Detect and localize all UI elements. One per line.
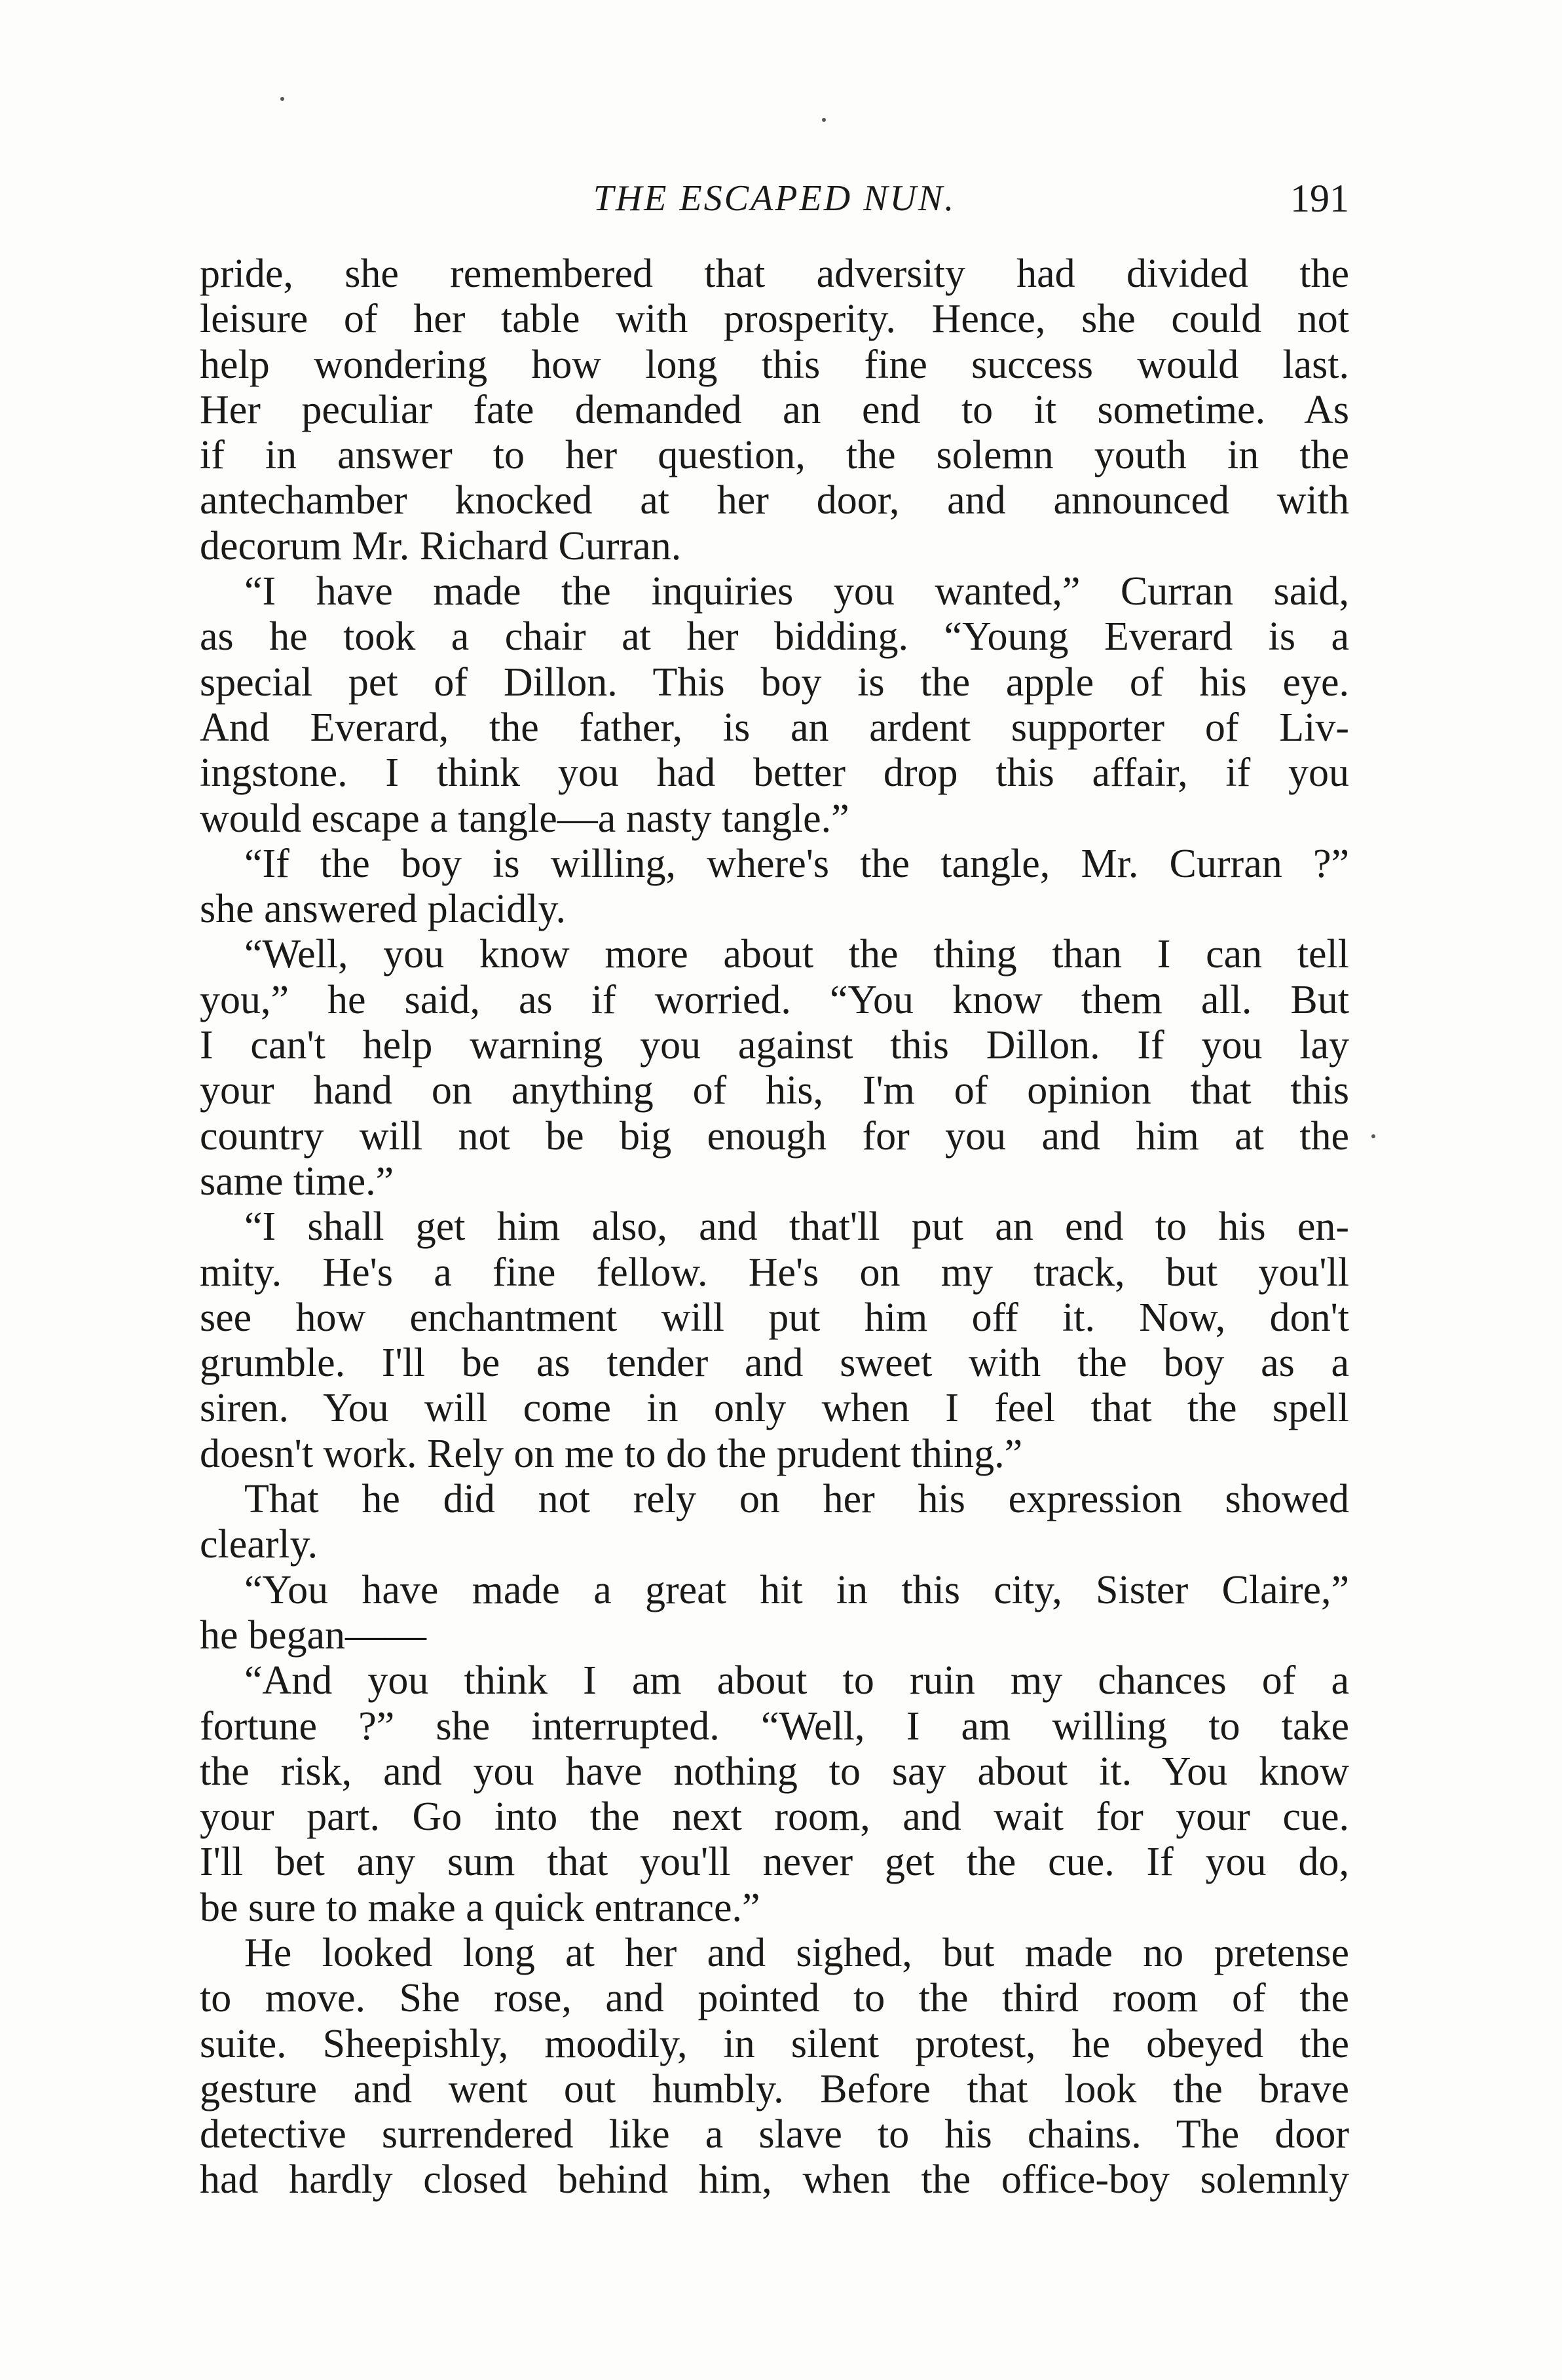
text-line: suite. Sheepishly, moodily, in silent protest, he obeyed the	[200, 2021, 1349, 2066]
running-title: THE ESCAPED NUN.	[593, 178, 956, 219]
text-line: if in answer to her question, the solemn youth in the	[200, 433, 1349, 478]
text-line: That he did not rely on her his expression showed	[244, 1477, 1349, 1522]
text-line: pride, she remembered that adversity had divided the	[200, 251, 1349, 296]
text-line: he began——	[200, 1612, 427, 1658]
text-line: she answered placidly.	[200, 887, 566, 932]
text-line: “I shall get him also, and that'll put an end to his en-	[244, 1204, 1349, 1250]
text-line: I'll bet any sum that you'll never get the cue. If you do,	[200, 1840, 1349, 1885]
text-line: Her peculiar fate demanded an end to it sometime. As	[200, 387, 1349, 432]
text-line: leisure of her table with prosperity. Hence, she could not	[200, 297, 1349, 342]
text-line: as he took a chair at her bidding. “Young Everard is a	[200, 614, 1349, 660]
text-line: ingstone. I think you had better drop this affair, if you	[200, 751, 1349, 796]
text-line: to move. She rose, and pointed to the third room of the	[200, 1976, 1349, 2021]
text-line: detective surrendered like a slave to his chains. The door	[200, 2112, 1349, 2157]
text-line: “You have made a great hit in this city, Sister Claire,”	[244, 1567, 1349, 1612]
page-header	[200, 169, 1349, 228]
text-line: “I have made the inquiries you wanted,” Curran said,	[244, 569, 1349, 614]
text-line: And Everard, the father, is an ardent supporter of Liv-	[200, 705, 1349, 750]
text-line: same time.”	[200, 1159, 394, 1204]
text-line: decorum Mr. Richard Curran.	[200, 523, 682, 568]
text-line: doesn't work. Rely on me to do the prudent thing.”	[200, 1431, 1023, 1476]
text-line: see how enchantment will put him off it. Now, don't	[200, 1295, 1349, 1340]
text-line: grumble. I'll be as tender and sweet with the boy as a	[200, 1341, 1349, 1386]
text-line: antechamber knocked at her door, and announced with	[200, 478, 1349, 523]
text-line: gesture and went out humbly. Before that look the brave	[200, 2066, 1349, 2111]
text-line: the risk, and you have nothing to say about it. You know	[200, 1749, 1349, 1794]
text-line: “Well, you know more about the thing than I can tell	[244, 932, 1349, 977]
text-line: would escape a tangle—a nasty tangle.”	[200, 796, 849, 841]
page-number: 191	[1290, 177, 1349, 220]
text-line: mity. He's a fine fellow. He's on my track, but you'll	[200, 1250, 1349, 1295]
text-line: clearly.	[200, 1522, 318, 1567]
text-line: special pet of Dillon. This boy is the apple of his eye.	[200, 660, 1349, 705]
text-line: fortune ?” she interrupted. “Well, I am willing to take	[200, 1703, 1349, 1749]
print-speck	[280, 97, 284, 101]
body-text	[200, 251, 1349, 2203]
print-speck	[1371, 1134, 1375, 1138]
text-line: you,” he said, as if worried. “You know them all. But	[200, 977, 1349, 1022]
text-line: country will not be big enough for you and him at the	[200, 1113, 1349, 1159]
text-line: siren. You will come in only when I feel that the spell	[200, 1386, 1349, 1431]
text-line: your hand on anything of his, I'm of opinion that this	[200, 1068, 1349, 1113]
text-line: help wondering how long this fine success would last.	[200, 342, 1349, 387]
text-line: I can't help warning you against this Dillon. If you lay	[200, 1023, 1349, 1068]
text-line: your part. Go into the next room, and wait for your cue.	[200, 1794, 1349, 1840]
text-line: had hardly closed behind him, when the office-boy solemnly	[200, 2157, 1349, 2203]
text-line: He looked long at her and sighed, but made no pretense	[244, 1930, 1349, 1975]
text-line: be sure to make a quick entrance.”	[200, 1885, 760, 1930]
text-line: “If the boy is willing, where's the tangle, Mr. Curran ?”	[244, 841, 1349, 886]
print-speck	[822, 118, 826, 122]
text-line: “And you think I am about to ruin my chances of a	[244, 1658, 1349, 1703]
